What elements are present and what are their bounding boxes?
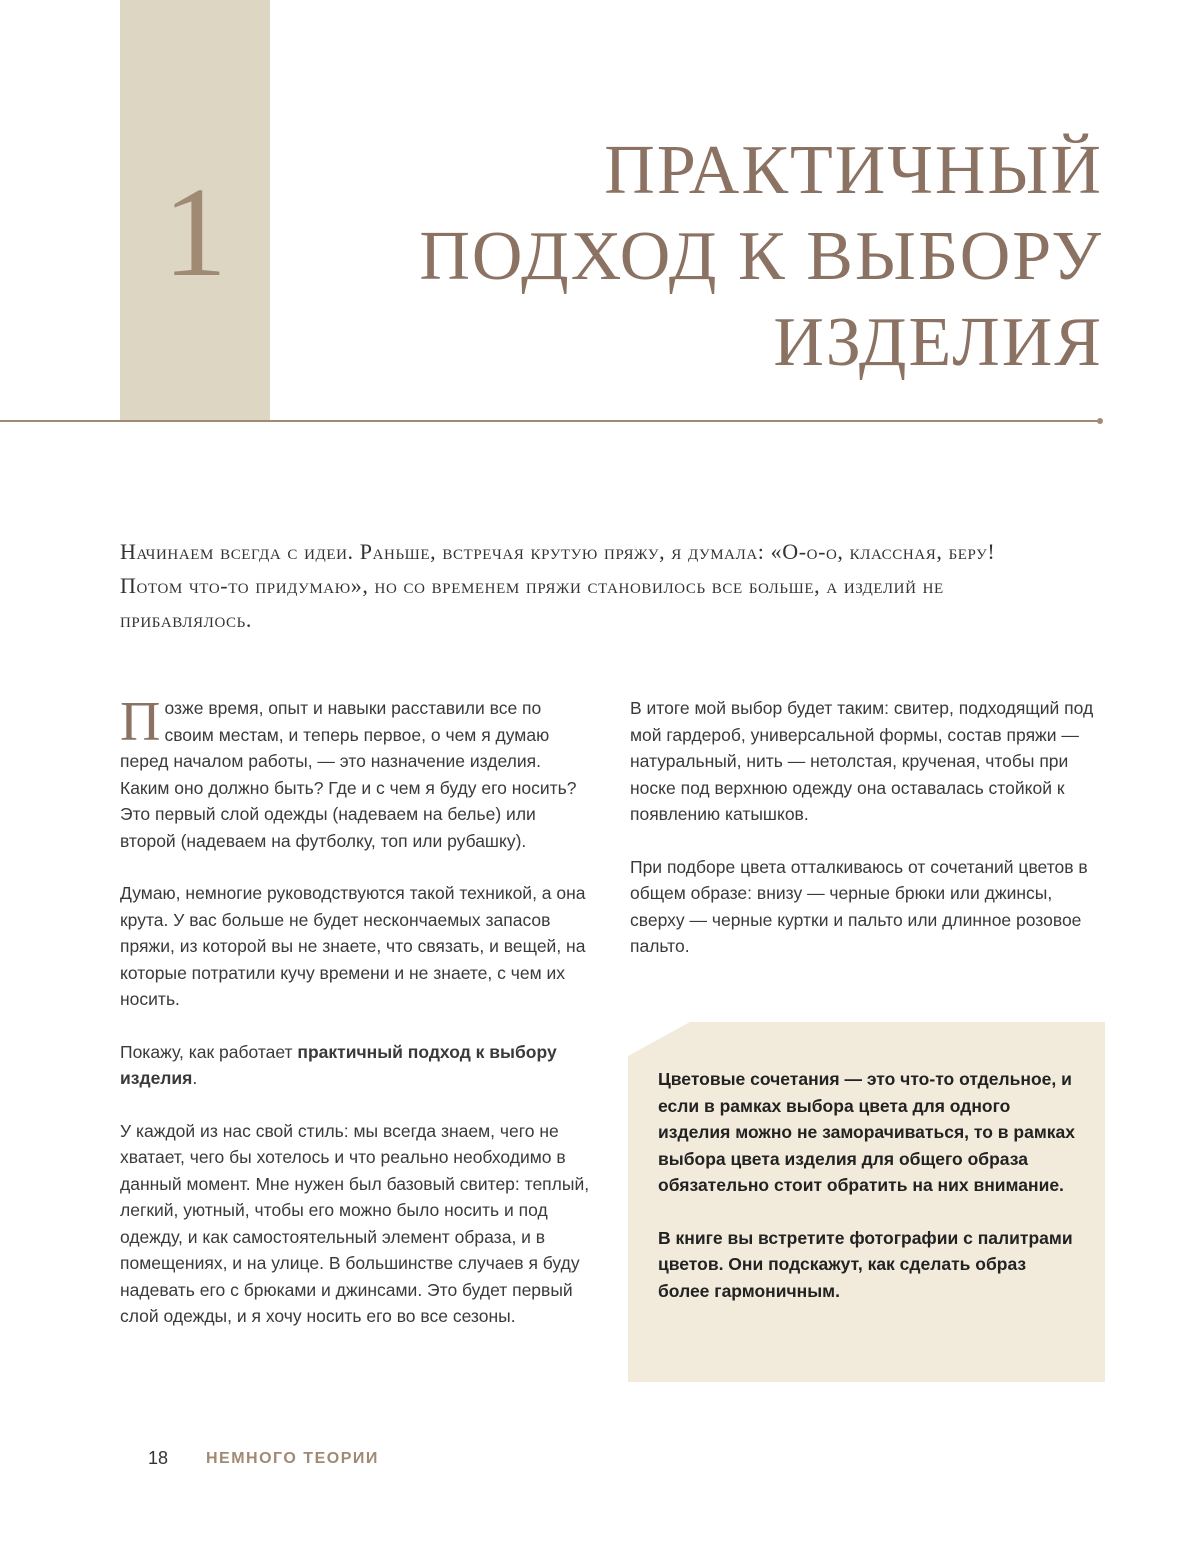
- callout-paragraph: Цветовые сочетания — это что-то отдельное, и если в рамках выбора цвета для одного изделия можно не заморачиваться, то в рамках выбора цвета изделия для общего образа обязательно стоит обратить на них внимание.: [658, 1069, 1075, 1195]
- paragraph-text: .: [192, 1068, 198, 1088]
- divider-end-dot: [1097, 418, 1103, 424]
- paragraph-text: озже время, опыт и навыки расставили все по своим местам, и теперь первое, о чем я думаю перед началом работы, — это назначение изделия. Каким оно должно быть? Где и с чем я буду его носить? Это первый слой одежды (надеваем на белье) или второй (надеваем на футболку, топ или рубашку).: [120, 698, 577, 851]
- chapter-title-line-2: ПОДХОД К ВЫБОРУ: [419, 218, 1103, 295]
- emphasis-text: практичный подход к выбору изделия: [120, 1041, 557, 1088]
- chapter-title: [263, 128, 1103, 386]
- callout-text: [658, 1066, 1078, 1330]
- chapter-title-line-1: ПРАКТИЧНЫЙ: [604, 132, 1103, 209]
- paragraph: При подборе цвета отталкиваюсь от сочетаний цветов в общем образе: внизу — черные брюки или джинсы, сверху — черные куртки и пальто или длинное розовое пальто.: [630, 856, 1088, 956]
- right-column: [630, 695, 1100, 986]
- left-column: [120, 691, 590, 1356]
- paragraph: [120, 1039, 590, 1092]
- title-divider: [0, 420, 1098, 422]
- page-number: 18: [148, 1448, 169, 1468]
- callout-paragraph: В книге вы встретите фотографии с палитрами цветов. Они подскажут, как сделать образ более гармоничным.: [658, 1227, 1073, 1301]
- running-footer-section: НЕМНОГО ТЕОРИИ: [206, 1450, 379, 1467]
- paragraph: В итоге мой выбор будет таким: свитер, подходящий под мой гардероб, универсальной формы, состав пряжи — натуральный, нить — нетолстая, крученая, чтобы при носке под верхнюю одежду она оставалась стойкой к появлению катышков.: [630, 698, 1094, 824]
- lead-paragraph: Начинаем всегда с идеи. Раньше, встречая крутую пряжу, я думала: «О-о-о, классная, беру! Потом что-то придумаю», но со временем пряжи становилось все больше, а изделий не прибавлялось.: [120, 539, 996, 632]
- drop-cap: П: [120, 691, 161, 753]
- paragraph: Думаю, немногие руководствуются такой техникой, а она крута. У вас больше не будет нескончаемых запасов пряжи, из которой вы не знаете, что связать, и вещей, на которые потратили кучу времени и не знаете, с чем их носить.: [120, 883, 586, 1009]
- paragraph: [120, 691, 590, 854]
- chapter-title-line-3: ИЗДЕЛИЯ: [773, 304, 1103, 381]
- paragraph: У каждой из нас свой стиль: мы всегда знаем, чего не хватает, чего бы хотелось и что реально необходимо в данный момент. Мне нужен был базовый свитер: теплый, легкий, уютный, чтобы его можно было носить и под одежду, и как самостоятельный элемент образа, и в помещениях, и на улице. В большинстве случаев я буду надевать его с брюками и джинсами. Это будет первый слой одежды, и я хочу носить его во все сезоны.: [120, 1120, 590, 1326]
- paragraph-text: Покажу, как работает: [120, 1041, 298, 1062]
- chapter-number: 1: [163, 161, 227, 303]
